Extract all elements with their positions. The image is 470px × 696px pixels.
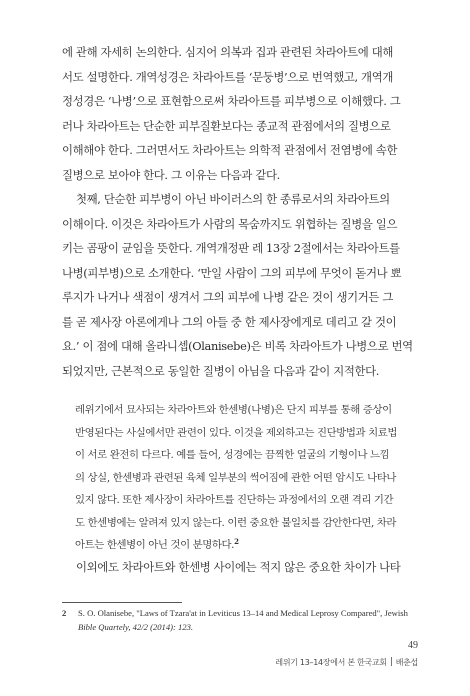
quote-line: 이 서로 완전히 다르다. 예를 들어, 성경에는 끔찍한 얼굴의 기형이나 느낌 (75, 449, 390, 461)
footnote-number: 2 (62, 608, 67, 618)
footnote-ref[interactable]: 2 (234, 537, 239, 546)
text-line: 되었지만, 근본적으로 동일한 질병이 아님을 다음과 같이 지적한다. (62, 363, 380, 378)
text-line: 이해해야 한다. 그러면서도 차라아트는 의학적 관점에서 전염병에 속한 (62, 143, 398, 157)
text-line: 요.’ 이 점에 대해 올라니셉(Olanisebe)은 비록 차라아트가 나병으로 번역 (62, 339, 413, 353)
quote-line: 레위기에서 묘사되는 차라아트와 한센병(나병)은 단지 피부를 통해 증상이 (75, 404, 392, 416)
text-line: 서도 설명한다. 개역성경은 차라아트를 ‘문둥병’으로 번역했고, 개역개 (62, 69, 394, 84)
text-line: 질병으로 보아야 한다. 그 이유는 다음과 같다. (62, 167, 280, 182)
block-quote (75, 399, 412, 557)
running-title: 레위기 13–14장에서 본 한국교회 (275, 658, 387, 667)
footer-separator (391, 657, 392, 666)
text-line: 정성경은 ‘나병’으로 표현함으로써 차라아트를 피부병으로 이해했다. 그 (62, 94, 401, 108)
quote-line: 도 한센병에는 알려져 있지 않는다. 이런 중요한 불일치를 감안한다면, 차라 (75, 516, 397, 529)
running-footer (275, 657, 418, 668)
text-line: 이해이다. 이것은 차라아트가 사람의 목숨까지도 위협하는 질병을 일으 (62, 216, 398, 231)
running-author: 배춘섭 (395, 658, 418, 667)
quote-line: 반영된다는 사실에서만 관련이 있다. 이것을 제외하고는 진단방법과 치료법 (75, 426, 397, 439)
text-line: 러나 차라아트는 단순한 피부질환보다는 종교적 관점에서의 질병으로 (62, 118, 391, 133)
text-line: 키는 곰팡이 균임을 뜻한다. 개역개정판 레 13장 2절에서는 차라아트를 (62, 241, 400, 255)
footnote-divider (62, 602, 182, 603)
text-line: 를 곧 제사장 아론에게나 그의 아들 중 한 제사장에게로 데리고 갈 것이 (62, 314, 397, 329)
page-number: 49 (408, 640, 418, 651)
text-line: 루지가 나거나 색점이 생겨서 그의 피부에 나병 같은 것이 생기거든 그 (62, 290, 394, 304)
quote-last-text: 아트는 한센병이 아닌 것이 분명하다. (75, 539, 235, 551)
quote-line (75, 534, 412, 557)
main-paragraph-3 (62, 555, 418, 580)
footnote (62, 606, 418, 634)
main-paragraph-1 (62, 40, 418, 187)
main-paragraph-2 (62, 187, 418, 383)
text-line: 첫째, 단순한 피부병이 아닌 바이러스의 한 종류로서의 차라아트의 (76, 192, 390, 206)
footnote-text-line-2: Bible Quartely, 42/2 (2014): 123. (78, 622, 194, 632)
text-line: 에 관해 자세히 논의한다. 심지어 의복과 집과 관련된 차라아트에 대해 (62, 45, 394, 59)
quote-line: 의 상실, 한센병과 관련된 육체 일부분의 썩어짐에 관한 어떤 암시도 나타나 (75, 471, 397, 484)
footnote-text-line-1: S. O. Olanisebe, "Laws of Tzara'at in Leviticus 13–14 and Medical Leprosy Compared", Jewish (78, 608, 408, 618)
text-line: 나병(피부병)으로 소개한다. ‘만일 사람이 그의 피부에 무엇이 돋거나 뾰 (62, 265, 402, 280)
quote-line: 있지 않다. 또한 제사장이 차라아트를 진단하는 과정에서의 오랜 격리 기간 (75, 494, 394, 506)
text-line: 이외에도 차라아트와 한센병 사이에는 적지 않은 중요한 차이가 나타 (76, 560, 401, 574)
